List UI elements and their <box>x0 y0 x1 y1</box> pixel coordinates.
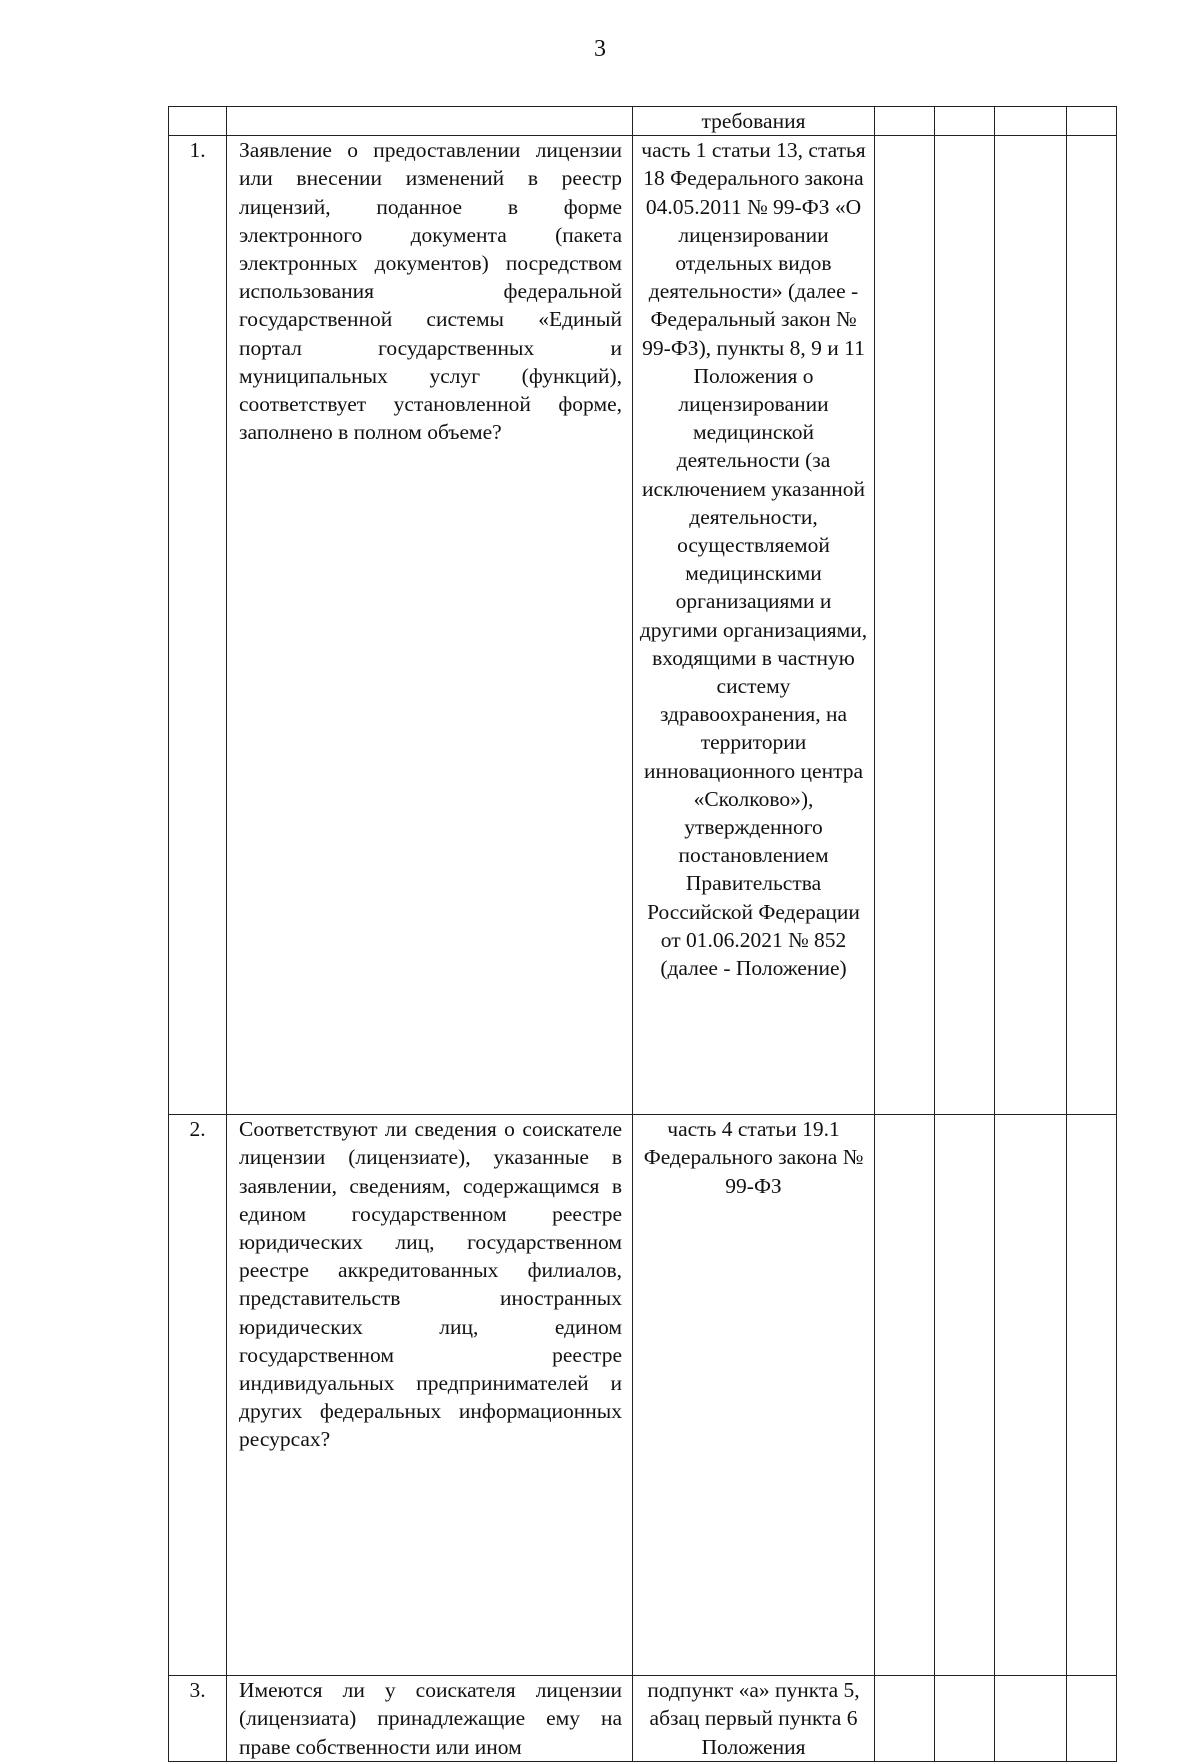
row-number: 3. <box>169 1676 227 1762</box>
table-header-continuation <box>169 107 1117 136</box>
row-requirements: часть 1 статьи 13, статья 18 Федерального закона 04.05.2011 № 99-ФЗ «О лицензировании отдельных видов деятельности» (далее - Федеральный закон № 99-ФЗ), пункты 8, 9 и 11 Положения о лицензировании медицинской деятельности (за исключением указанной деятельности, осуществляемой медицинскими организациями и другими организациями, входящими в частную систему здравоохранения, на территории инновационного центра «Сколково»), утвержденного постановлением Правительства Российской Федерации от 01.06.2021 № 852 (далее - Положение) <box>633 136 875 1115</box>
table-row <box>169 1115 1117 1676</box>
row-question: Имеются ли у соискателя лицензии (лицензиата) принадлежащие ему на праве собственности или ином <box>227 1676 633 1762</box>
row-requirements: подпункт «а» пункта 5, абзац первый пункта 6 Положения <box>633 1676 875 1762</box>
table-row <box>169 136 1117 1115</box>
answer-cell <box>1067 136 1117 1115</box>
header-cell <box>227 107 633 136</box>
page-number: 3 <box>594 36 606 62</box>
row-question: Заявление о предоставлении лицензии или внесении изменений в реестр лицензий, поданное в форме электронного документа (пакета электронных документов) посредством использования федеральной государственной системы «Единый портал государственных и муниципальных услуг (функций), соответствует установленной форме, заполнено в полном объеме? <box>227 136 633 1115</box>
answer-cell <box>995 136 1067 1115</box>
header-cell <box>169 107 227 136</box>
answer-cell <box>875 1115 935 1676</box>
header-cell <box>995 107 1067 136</box>
header-cell <box>935 107 995 136</box>
row-number: 2. <box>169 1115 227 1676</box>
answer-cell <box>935 136 995 1115</box>
answer-cell <box>875 136 935 1115</box>
answer-cell <box>995 1676 1067 1762</box>
header-cell <box>875 107 935 136</box>
answer-cell <box>935 1115 995 1676</box>
row-number: 1. <box>169 136 227 1115</box>
answer-cell <box>875 1676 935 1762</box>
answer-cell <box>995 1115 1067 1676</box>
table-row <box>169 1676 1117 1762</box>
answer-cell <box>1067 1115 1117 1676</box>
row-requirements: часть 4 статьи 19.1 Федерального закона № 99-ФЗ <box>633 1115 875 1676</box>
answer-cell <box>935 1676 995 1762</box>
row-question: Соответствуют ли сведения о соискателе лицензии (лицензиате), указанные в заявлении, сведениям, содержащимся в едином государственном реестре юридических лиц, государственном реестре аккредитованных филиалов, представительств иностранных юридических лиц, едином государственном реестре индивидуальных предпринимателей и других федеральных информационных ресурсах? <box>227 1115 633 1676</box>
header-cell <box>1067 107 1117 136</box>
header-requirements-cell: требования <box>633 107 875 136</box>
checklist-table <box>168 106 1117 1762</box>
answer-cell <box>1067 1676 1117 1762</box>
